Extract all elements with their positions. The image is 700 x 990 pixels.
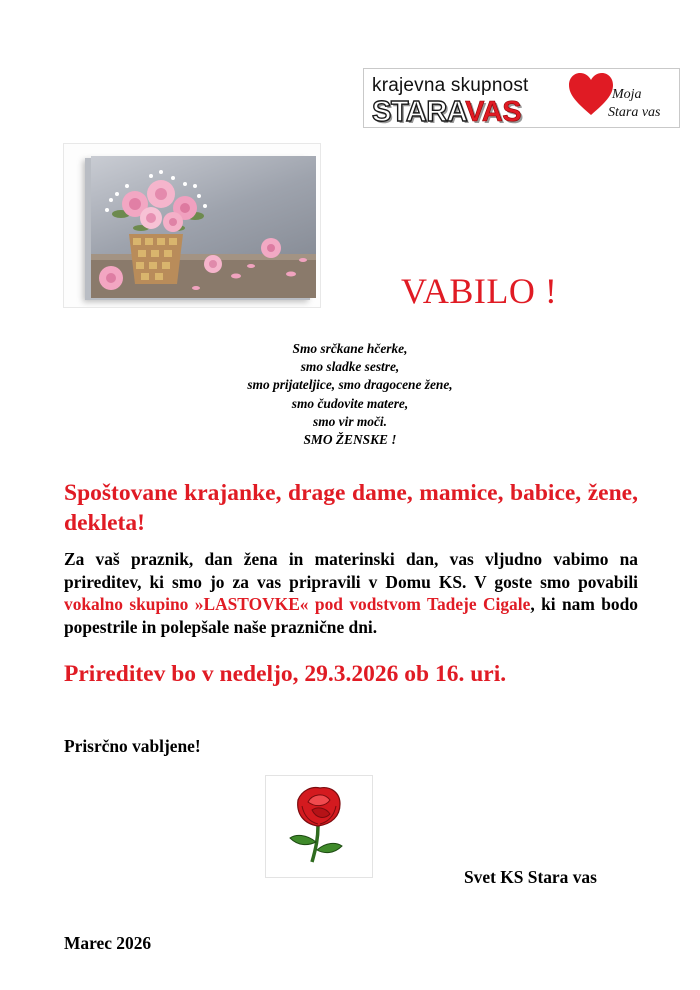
poem-line: Smo srčkane hčerke, (292, 341, 408, 356)
canvas-print (91, 156, 316, 298)
paragraph-highlight: vokalno skupino »LASTOVKE« pod vodstvom Tadeje Cigale (64, 594, 531, 614)
welcome-text: Prisrčno vabljene! (64, 736, 201, 756)
paragraph-text-1: Za vaš praznik, dan žena in materinski dan, vas vljudno vabimo na prireditev, ki smo jo za vas pripravili v Domu KS. V goste smo povabili (64, 549, 638, 592)
signature: Svet KS Stara vas (464, 867, 597, 887)
logo-stara-vas-text: Stara vas (608, 105, 661, 120)
greeting-heading: Spoštovane krajanke, drage dame, mamice, babice, žene, dekleta! (64, 480, 638, 536)
rose-icon (266, 776, 372, 877)
poem-line: smo sladke sestre, (300, 359, 400, 375)
flower-illustration (91, 156, 316, 298)
poem-line: SMO ŽENSKE ! (303, 432, 397, 448)
document-date: Marec 2026 (64, 933, 152, 953)
logo-wordmark (372, 97, 521, 127)
poem-line: smo čudovite matere, (291, 395, 409, 411)
poem-line: smo prijateljice, smo dragocene žene, (247, 377, 453, 393)
logo-moja-text: Moja (612, 87, 642, 102)
paragraph-text-2: , ki nam bodo popestrile in polepšale naše praznične dni. (64, 594, 638, 637)
invitation-title: VABILO ! (401, 271, 558, 311)
logo-subtitle: krajevna skupnost (372, 75, 529, 96)
event-date-line: Prireditev bo v nedeljo, 29.3.2026 ob 16. uri. (64, 661, 507, 687)
community-logo (363, 68, 680, 128)
red-rose-image (265, 775, 373, 878)
poem (150, 340, 550, 449)
logo-wordmark-vas: VAS (465, 96, 522, 128)
poem-line: smo vir moči. (312, 413, 387, 429)
invitation-paragraph (64, 548, 638, 638)
logo-wordmark-stara: STARA (372, 96, 466, 128)
flower-bouquet-image (63, 143, 321, 308)
